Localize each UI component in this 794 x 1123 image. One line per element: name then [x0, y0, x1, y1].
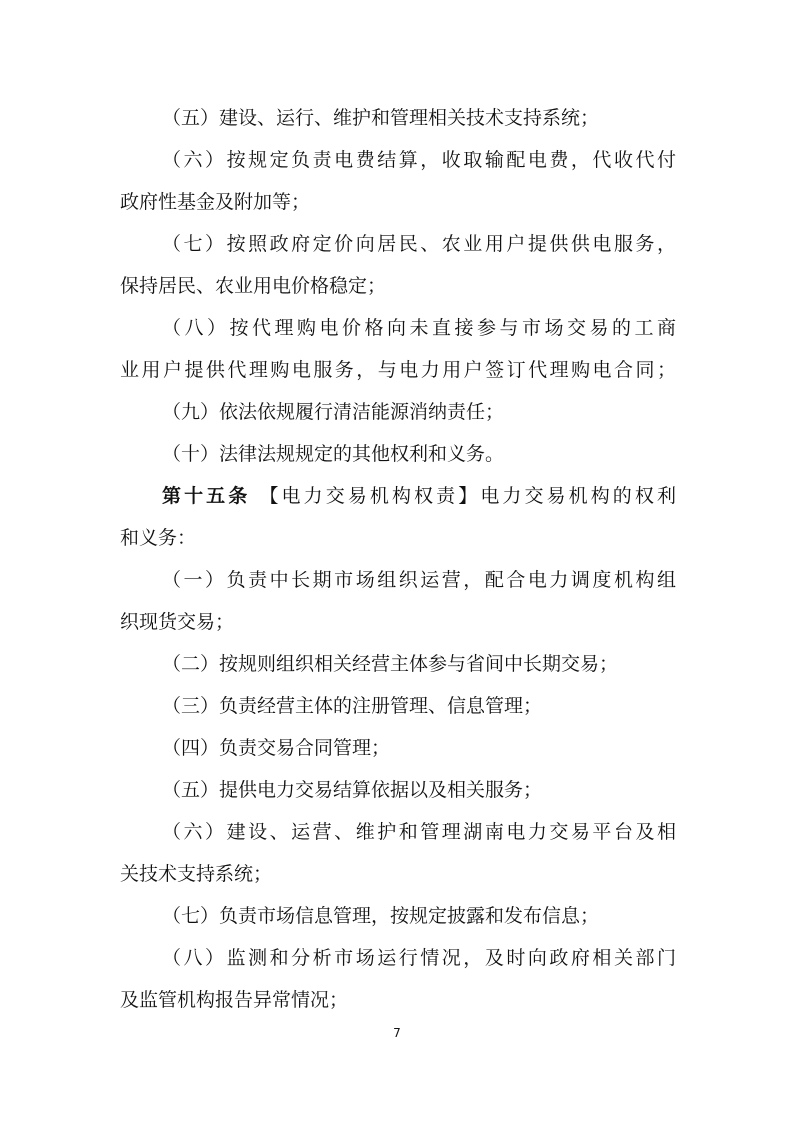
list-item: （五）提供电力交易结算依据以及相关服务； — [162, 779, 543, 801]
list-item-continuation: 关技术支持系统； — [120, 863, 273, 885]
list-item-continuation: 保持居民、农业用电价格稳定； — [120, 275, 387, 297]
article-heading-line — [162, 484, 676, 508]
list-item: （八）按代理购电价格向未直接参与市场交易的工商 — [162, 317, 676, 339]
article-title: 【电力交易机构权责】 — [259, 485, 481, 507]
list-item: （七）按照政府定价向居民、农业用户提供供电服务， — [162, 233, 676, 255]
page-number: 7 — [393, 1026, 401, 1040]
list-item: （二）按规则组织相关经营主体参与省间中长期交易； — [162, 653, 619, 675]
article-text: 电力交易机构的权利 — [480, 485, 676, 507]
list-item: （八）监测和分析市场运行情况，及时向政府相关部门 — [162, 947, 676, 969]
article-number: 第十五条 — [162, 485, 251, 507]
list-item-continuation: 业用户提供代理购电服务，与电力用户签订代理购电合同； — [120, 359, 676, 381]
article-text-continuation: 和义务： — [120, 527, 197, 549]
list-item: （五）建设、运行、维护和管理相关技术支持系统； — [162, 107, 600, 129]
list-item: （九）依法依规履行清洁能源消纳责任； — [162, 401, 505, 423]
list-item: （一）负责中长期市场组织运营，配合电力调度机构组 — [162, 569, 676, 591]
list-item: （六）按规定负责电费结算，收取输配电费，代收代付 — [162, 149, 676, 171]
list-item: （六）建设、运营、维护和管理湖南电力交易平台及相 — [162, 821, 676, 843]
list-item: （四）负责交易合同管理； — [162, 737, 391, 759]
list-item: （三）负责经营主体的注册管理、信息管理； — [162, 695, 543, 717]
list-item: （十）法律法规规定的其他权利和义务。 — [162, 443, 505, 465]
list-item-continuation: 及监管机构报告异常情况； — [120, 989, 349, 1011]
list-item-continuation: 织现货交易； — [120, 611, 235, 633]
list-item: （七）负责市场信息管理，按规定披露和发布信息； — [162, 905, 600, 927]
list-item-continuation: 政府性基金及附加等； — [120, 191, 311, 213]
